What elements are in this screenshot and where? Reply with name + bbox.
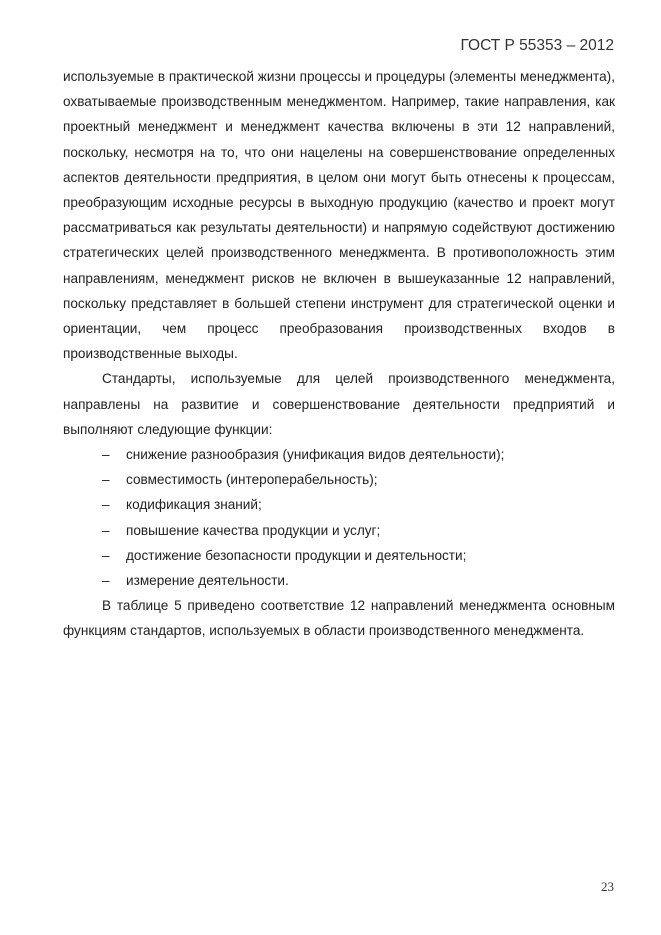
list-item bbox=[63, 568, 615, 593]
list-item-text: измерение деятельности. bbox=[126, 573, 289, 589]
list-item-text: достижение безопасности продукции и деятельности; bbox=[126, 547, 467, 563]
page-number: 23 bbox=[601, 879, 614, 894]
paragraph-3: В таблице 5 приведено соответствие 12 направлений менеджмента основным функциям стандартов, используемых в области производственного менеджмента. bbox=[63, 598, 615, 639]
document-header: ГОСТ Р 55353 – 2012 bbox=[460, 37, 614, 54]
list-item bbox=[63, 518, 615, 543]
list-dash: – bbox=[102, 447, 110, 463]
list-item bbox=[63, 442, 615, 467]
list-dash: – bbox=[102, 573, 110, 589]
list-dash: – bbox=[102, 472, 110, 488]
list-dash: – bbox=[102, 522, 110, 538]
paragraph-1: используемые в практической жизни процессы и процедуры (элементы менеджмента), охватываемые производственным менеджментом. Например, такие направления, как проектный менеджмент и менеджмент качества включены в эти 12 направлений, поскольку, несмотря на то, что они нацелены на совершенствование определенных аспектов деятельности предприятия, в целом они могут быть отнесены к процессам, преобразующим исходные ресурсы в выходную продукцию (качество и проект могут рассматриваться как результаты деятельности) и напрямую содействуют достижению стратегических целей производственного менеджмента. В противоположность этим направлениям, менеджмент рисков не включен в вышеуказанные 12 направлений, поскольку представляет в большей степени инструмент для стратегической оценки и ориентации, чем процесс преобразования производственных входов в производственные выходы. bbox=[63, 69, 615, 362]
list-item bbox=[63, 467, 615, 492]
functions-list bbox=[63, 442, 615, 593]
list-dash: – bbox=[102, 547, 110, 563]
list-dash: – bbox=[102, 497, 110, 513]
list-item bbox=[63, 492, 615, 517]
list-item-text: совместимость (интероперабельность); bbox=[126, 472, 378, 488]
list-item-text: снижение разнообразия (унификация видов деятельности); bbox=[126, 447, 505, 463]
list-item-text: кодификация знаний; bbox=[126, 497, 262, 513]
list-item-text: повышение качества продукции и услуг; bbox=[126, 522, 381, 538]
document-body bbox=[63, 64, 615, 644]
paragraph-2: Стандарты, используемые для целей производственного менеджмента, направлены на развитие и совершенствование деятельности предприятий и выполняют следующие функции: bbox=[63, 371, 615, 437]
list-item bbox=[63, 543, 615, 568]
